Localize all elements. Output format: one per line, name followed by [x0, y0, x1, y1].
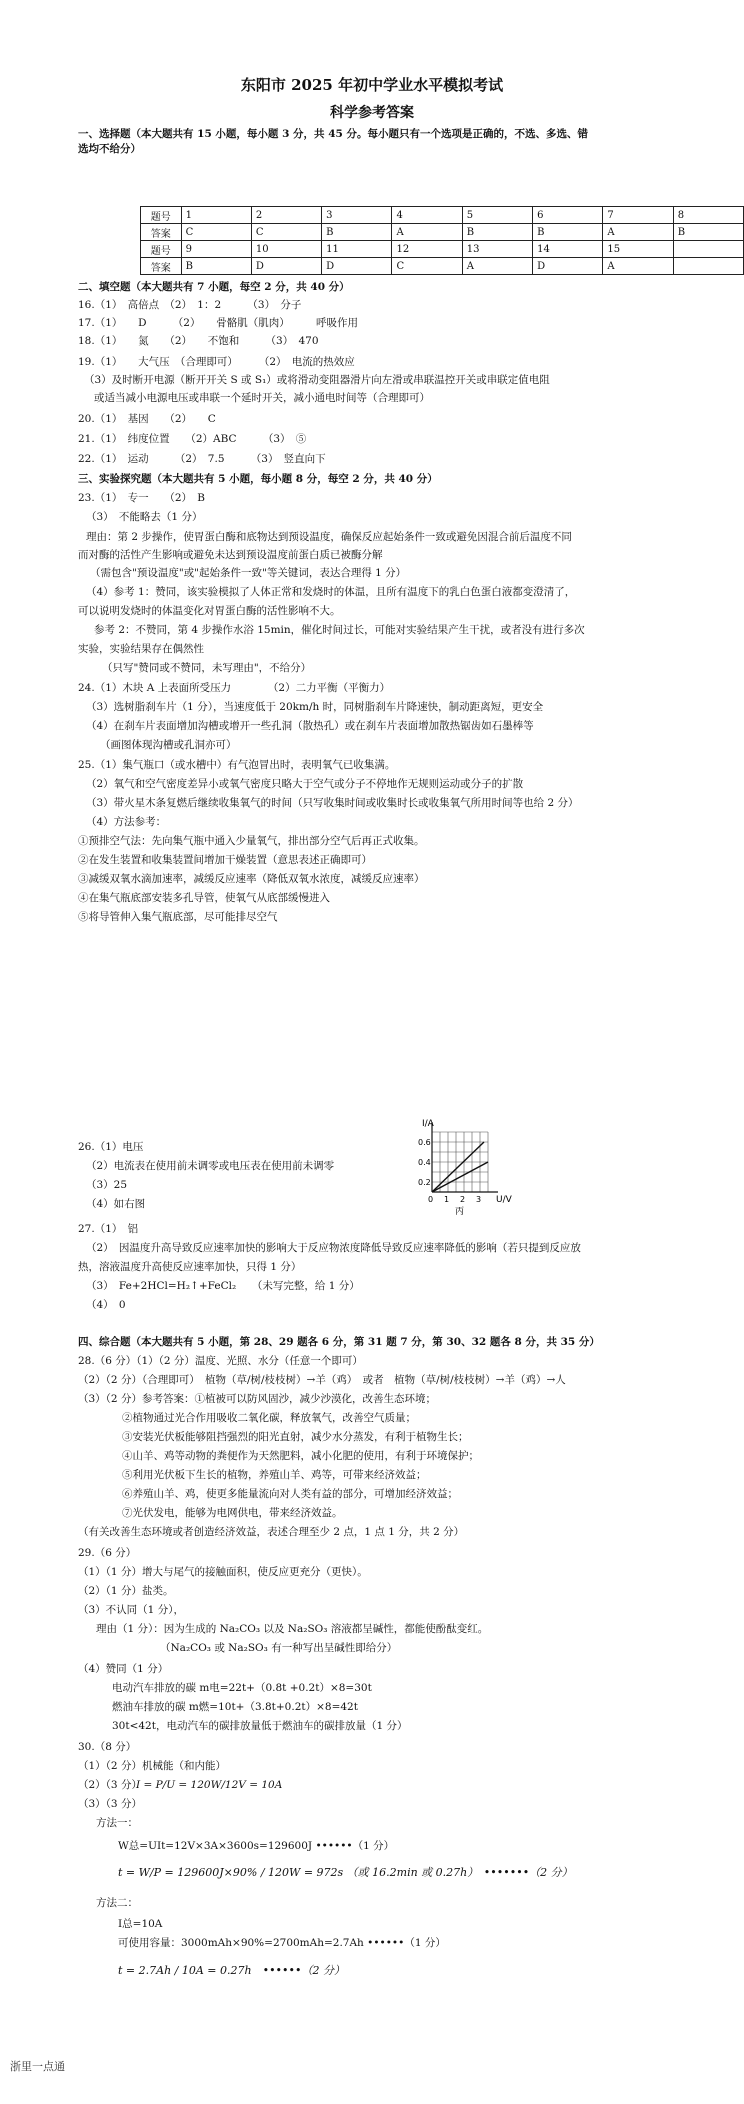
answer-line: 可使用容量：3000mAh×90%=2700mAh=2.7Ah ••••••（1 分）: [118, 1937, 446, 1949]
answer-line: 18.（1） 氮 （2） 不饱和 （3） 470: [78, 335, 319, 347]
answer-line: （3）25: [86, 1179, 128, 1191]
table-row: [141, 224, 744, 241]
table-cell: B: [322, 224, 392, 241]
answer-line: 燃油车排放的碳 m燃=10t+（3.8t+0.2t）×8=42t: [112, 1701, 358, 1713]
answer-line: （3）带火星木条复燃后继续收集氧气的时间（只写收集时间或收集时长或收集氧气所用时间等也给 2 分）: [86, 797, 579, 809]
table-cell: C: [251, 224, 321, 241]
answer-line: 而对酶的活性产生影响或避免未达到预设温度前蛋白质已被酶分解: [78, 549, 383, 561]
answer-line: （Na₂CO₃ 或 Na₂SO₃ 有一种写出呈碱性即给分）: [160, 1642, 398, 1654]
answer-line: ②在发生装置和收集装置间增加干燥装置（意思表述正确即可）: [78, 854, 372, 866]
x-tick-label: 1: [444, 1195, 450, 1204]
table-cell: B: [673, 224, 743, 241]
table-cell: 10: [251, 241, 321, 258]
answer-line: 参考 2：不赞同，第 4 步操作水浴 15min，催化时间过长，可能对实验结果产生干扰，或者没有进行多次: [94, 624, 585, 636]
answer-line: ⑥养殖山羊、鸡，使更多能量流向对人类有益的部分，可增加经济效益；: [122, 1488, 458, 1500]
table-cell: 9: [181, 241, 251, 258]
page-subtitle: 科学参考答案: [330, 105, 414, 121]
iu-graph: [420, 1118, 530, 1218]
answer-line: 17.（1） D （2） 骨骼肌（肌肉） 呼吸作用: [78, 317, 358, 329]
y-tick-label: 0.4: [418, 1158, 431, 1167]
table-cell: B: [533, 224, 603, 241]
table-cell: 答案: [141, 224, 182, 241]
answer-line: 可以说明发烧时的体温变化对胃蛋白酶的活性影响不大。: [78, 605, 341, 617]
answer-line: （只写"赞同或不赞同，未写理由"，不给分）: [102, 662, 312, 674]
answer-line: ⑤利用光伏板下生长的植物，养殖山羊、鸡等，可带来经济效益；: [122, 1469, 427, 1481]
table-cell: A: [603, 224, 673, 241]
table-cell: 13: [462, 241, 532, 258]
y-tick-label: 0.6: [418, 1138, 431, 1147]
table-cell: 5: [462, 207, 532, 224]
answer-line: 16.（1） 高倍点 （2） 1：2 （3） 分子: [78, 299, 302, 311]
answer-line: （4）方法参考：: [86, 816, 167, 828]
x-tick-label: 2: [460, 1195, 466, 1204]
table-cell: 2: [251, 207, 321, 224]
answer-line: 28.（6 分）（1）（2 分）温度、光照、水分（任意一个即可）: [78, 1355, 363, 1367]
formula-time-2: t = 2.7Ah / 10A = 0.27h ••••••（2 分）: [118, 1964, 346, 1977]
table-cell: D: [251, 258, 321, 275]
x-tick-label: 0: [428, 1195, 434, 1204]
section-4-header: 四、综合题（本大题共有 5 小题，第 28、29 题各 6 分，第 31 题 7 分，第 30、32 题各 8 分，共 35 分）: [78, 1336, 600, 1348]
answer-line: 方法一：: [96, 1817, 138, 1829]
answer-line: （4）在刹车片表面增加沟槽或增开一些孔洞（散热孔）或在刹车片表面增加散热锯齿如石墨棒等: [86, 720, 534, 732]
answer-line: ②植物通过光合作用吸收二氧化碳，释放氧气，改善空气质量；: [122, 1412, 416, 1424]
answer-line: I总=10A: [118, 1918, 163, 1930]
table-cell: 答案: [141, 258, 182, 275]
answer-line: 30t<42t，电动汽车的碳排放量低于燃油车的碳排放量（1 分）: [112, 1720, 408, 1732]
table-cell: [673, 258, 743, 275]
graph-caption: 丙: [455, 1207, 465, 1217]
table-cell: 15: [603, 241, 673, 258]
table-cell: [673, 241, 743, 258]
answer-line: （2） 因温度升高导致反应速率加快的影响大于反应物浓度降低导致反应速率降低的影响（若只提到反应放: [86, 1242, 581, 1254]
table-cell: D: [322, 258, 392, 275]
table-cell: 题号: [141, 207, 182, 224]
table-cell: D: [533, 258, 603, 275]
answer-line: 27.（1） 铝: [78, 1223, 139, 1235]
answer-line: 30.（8 分）: [78, 1741, 137, 1753]
table-cell: 6: [533, 207, 603, 224]
answer-line: 实验，实验结果存在偶然性: [78, 643, 204, 655]
answer-line: （4）参考 1：赞同，该实验模拟了人体正常和发烧时的体温，且所有温度下的乳白色蛋白液都变澄清了，: [86, 586, 576, 598]
table-cell: A: [392, 224, 462, 241]
table-cell: C: [392, 258, 462, 275]
answer-line: 22.（1） 运动 （2） 7.5 （3） 竖直向下: [78, 453, 326, 465]
section-1-header-cont: 选均不给分）: [78, 143, 141, 155]
formula-current: I = P/U = 120W/12V = 10A: [136, 1779, 283, 1791]
table-cell: 4: [392, 207, 462, 224]
table-cell: 1: [181, 207, 251, 224]
answer-line: （3） Fe+2HCl=H₂↑+FeCl₂ （未写完整，给 1 分）: [86, 1280, 360, 1292]
answer-line: （2）电流表在使用前未调零或电压表在使用前未调零: [86, 1160, 335, 1172]
answer-line: 或适当减小电源电压或串联一个延时开关，减小通电时间等（合理即可）: [94, 392, 430, 404]
table-row: [141, 241, 744, 258]
x-tick-label: 3: [476, 1195, 482, 1204]
answer-line: （2）（2 分）（合理即可） 植物（草/树/枝枝树）→羊（鸡） 或者 植物（草/树/枝枝树）→羊（鸡）→人: [78, 1374, 566, 1386]
answer-line: ⑤将导管伸入集气瓶底部，尽可能排尽空气: [78, 911, 278, 923]
table-cell: 3: [322, 207, 392, 224]
answer-line: （画图体现沟槽或孔洞亦可）: [100, 739, 237, 751]
answer-line: ④在集气瓶底部安装多孔导管，使氧气从底部缓慢进入: [78, 892, 330, 904]
table-row: [141, 258, 744, 275]
answer-line: W总=UIt=12V×3A×3600s=129600J ••••••（1 分）: [118, 1840, 395, 1852]
answer-line: ③减缓双氧水滴加速率，减缓反应速率（降低双氧水浓度，减缓反应速率）: [78, 873, 425, 885]
table-cell: 8: [673, 207, 743, 224]
table-cell: C: [181, 224, 251, 241]
table-cell: 7: [603, 207, 673, 224]
answer-line: （3）及时断开电源（断开开关 S 或 S₁）或将滑动变阻器滑片向左滑或串联温控开关或串联定值电阻: [84, 374, 550, 386]
answer-line: （4）如右图: [86, 1198, 146, 1210]
answer-line: 理由（1 分）：因为生成的 Na₂CO₃ 以及 Na₂SO₃ 溶液都呈碱性，都能使酚酞变红。: [96, 1623, 489, 1635]
table-cell: A: [462, 258, 532, 275]
y-axis-label: I/A: [422, 1119, 434, 1129]
answer-line: 26.（1）电压: [78, 1141, 144, 1153]
answer-line: 电动汽车排放的碳 m电=22t+（0.8t +0.2t）×8=30t: [112, 1682, 372, 1694]
answer-line: 24.（1）木块 A 上表面所受压力 （2）二力平衡（平衡力）: [78, 682, 391, 694]
x-axis-label: U/V: [496, 1195, 512, 1205]
y-tick-label: 0.2: [418, 1178, 431, 1187]
table-cell: A: [603, 258, 673, 275]
section-3-header: 三、实验探究题（本大题共有 5 小题，每小题 8 分，每空 2 分，共 40 分）: [78, 473, 438, 485]
table-cell: 14: [533, 241, 603, 258]
section-2-header: 二、填空题（本大题共有 7 小题，每空 2 分，共 40 分）: [78, 281, 350, 293]
answer-line: （3）（3 分）: [78, 1798, 142, 1810]
answer-line: 19.（1） 大气压 （合理即可） （2） 电流的热效应: [78, 356, 355, 368]
answer-line: （2）（3 分）: [78, 1779, 142, 1791]
answer-line: （2）氧气和空气密度差异小或氧气密度只略大于空气或分子不停地作无规则运动或分子的扩散: [86, 778, 524, 790]
answer-line: ⑦光伏发电，能够为电网供电，带来经济效益。: [122, 1507, 343, 1519]
answer-line: 25.（1）集气瓶口（或水槽中）有气泡冒出时，表明氧气已收集满。: [78, 759, 396, 771]
answer-table: [140, 206, 744, 275]
answer-line: （有关改善生态环境或者创造经济效益，表述合理至少 2 点，1 点 1 分，共 2 分）: [78, 1526, 465, 1538]
table-cell: B: [181, 258, 251, 275]
answer-line: ④山羊、鸡等动物的粪便作为天然肥料，减小化肥的使用，有利于环境保护；: [122, 1450, 479, 1462]
section-1-header: 一、选择题（本大题共有 15 小题，每小题 3 分，共 45 分。每小题只有一个选项是正确的，不选、多选、错: [78, 128, 588, 140]
answer-line: （1）（2 分）机械能（和内能）: [78, 1760, 226, 1772]
answer-line: 理由：第 2 步操作，使胃蛋白酶和底物达到预设温度，确保反应起始条件一致或避免因混合前后温度不同: [86, 531, 572, 543]
answer-line: 热，溶液温度升高使反应速率加快，只得 1 分）: [78, 1261, 302, 1273]
table-cell: B: [462, 224, 532, 241]
graph-line-b: [432, 1162, 488, 1192]
formula-time-1: t = W/P = 129600J×90% / 120W = 972s （或 16.2min 或 0.27h） •••••••（2 分）: [118, 1866, 573, 1879]
answer-line: 29.（6 分）: [78, 1547, 137, 1559]
answer-line: （3） 不能略去（1 分）: [86, 511, 203, 523]
answer-line: ①预排空气法：先向集气瓶中通入少量氧气，排出部分空气后再正式收集。: [78, 835, 425, 847]
page-title: 东阳市 2025 年初中学业水平模拟考试: [240, 76, 504, 94]
answer-line: （3）选树脂刹车片（1 分），当速度低于 20km/h 时，同树脂刹车片降速快，制动距离短，更安全: [86, 701, 544, 713]
answer-line: （3）不认同（1 分），: [78, 1604, 184, 1616]
answer-line: ③安装光伏板能够阻挡强烈的阳光直射，减少水分蒸发，有利于植物生长；: [122, 1431, 469, 1443]
answer-line: （4）赞同（1 分）: [78, 1663, 169, 1675]
answer-line: （3）（2 分）参考答案：①植被可以防风固沙，减少沙漠化，改善生态环境；: [78, 1393, 436, 1405]
answer-line: 20.（1） 基因 （2） C: [78, 413, 216, 425]
answer-line: （需包含"预设温度"或"起始条件一致"等关键词，表达合理得 1 分）: [90, 567, 407, 579]
table-row: [141, 207, 744, 224]
footer-watermark: 浙里一点通: [10, 2060, 65, 2073]
answer-line: 方法二：: [96, 1897, 138, 1909]
answer-line: 23.（1） 专一 （2） B: [78, 492, 206, 504]
table-cell: 12: [392, 241, 462, 258]
table-cell: 11: [322, 241, 392, 258]
answer-line: （1）（1 分）增大与尾气的接触面积，使反应更充分（更快）。: [78, 1566, 368, 1578]
answer-line: （4） 0: [86, 1299, 126, 1311]
answer-line: （2）（1 分）盐类。: [78, 1585, 174, 1597]
answer-line: 21.（1） 纬度位置 （2）ABC （3） ⑤: [78, 433, 307, 445]
table-cell: 题号: [141, 241, 182, 258]
